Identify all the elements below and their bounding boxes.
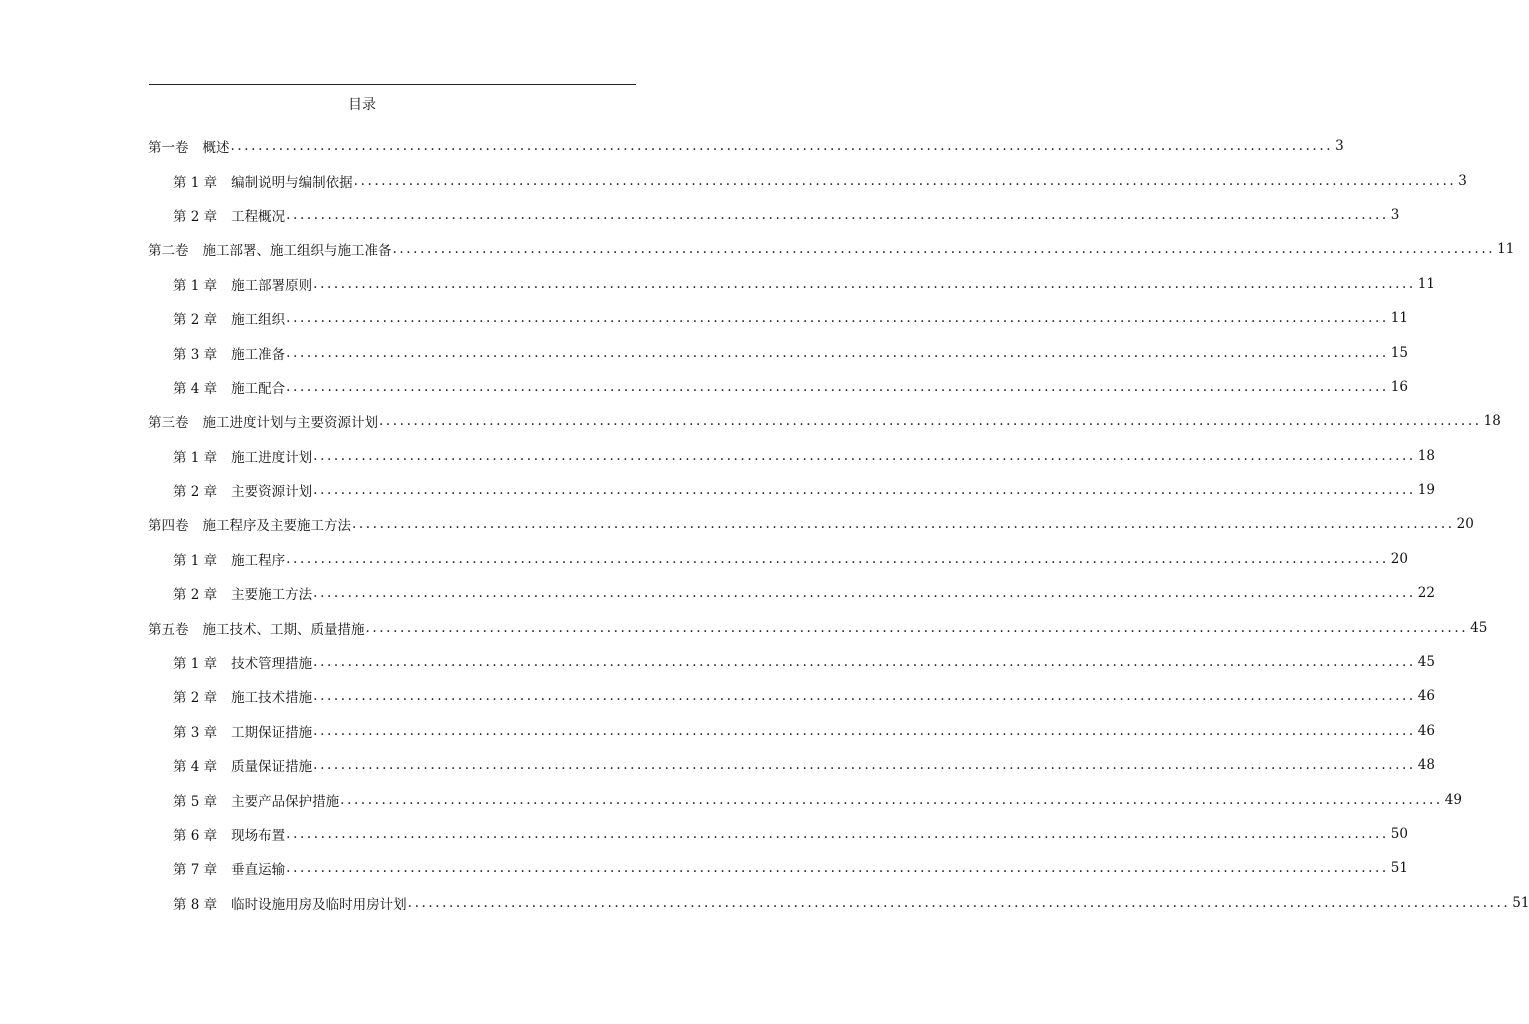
entry-number: 第 4 章 bbox=[173, 380, 218, 397]
entry-page-number: 3 bbox=[1458, 172, 1467, 189]
entry-number: 第二卷 bbox=[148, 243, 189, 260]
entry-number: 第五卷 bbox=[148, 621, 189, 638]
entry-page-number: 19 bbox=[1417, 482, 1435, 499]
entry-title: 概述 bbox=[202, 140, 230, 157]
toc-volume-entry[interactable] bbox=[148, 232, 1515, 266]
entry-title: 施工进度计划 bbox=[231, 449, 313, 466]
entry-number: 第 7 章 bbox=[173, 862, 218, 879]
entry-page-number: 45 bbox=[1417, 654, 1435, 671]
header-rule bbox=[149, 84, 636, 85]
entry-page-number: 48 bbox=[1417, 757, 1435, 774]
entry-title: 编制说明与编制依据 bbox=[231, 174, 353, 191]
dot-leader: ................................................................................................................................................................ bbox=[313, 585, 1416, 602]
entry-page-number: 15 bbox=[1390, 344, 1408, 361]
entry-title: 现场布置 bbox=[231, 828, 286, 844]
dot-leader: ................................................................................................................................................................ bbox=[230, 138, 1334, 155]
entry-page-number: 3 bbox=[1335, 138, 1344, 155]
toc-volume-entry[interactable] bbox=[148, 404, 1501, 438]
entry-number: 第三卷 bbox=[148, 415, 189, 432]
entry-page-number: 3 bbox=[1390, 206, 1400, 223]
entry-number: 第 1 章 bbox=[173, 449, 218, 466]
entry-number: 第 8 章 bbox=[173, 896, 218, 913]
dot-leader: ................................................................................................................................................................ bbox=[353, 172, 1457, 189]
dot-leader: ................................................................................................................................................................ bbox=[379, 413, 1482, 430]
dot-leader: ................................................................................................................................................................ bbox=[286, 860, 1389, 877]
entry-page-number: 51 bbox=[1390, 860, 1408, 877]
dot-leader: ................................................................................................................................................................ bbox=[313, 447, 1416, 464]
entry-title: 主要产品保护措施 bbox=[231, 793, 340, 810]
toc-chapter-entry[interactable] bbox=[148, 301, 1408, 335]
entry-number: 第一卷 bbox=[148, 140, 189, 157]
toc-chapter-entry[interactable] bbox=[148, 335, 1408, 369]
entry-page-number: 46 bbox=[1417, 688, 1435, 705]
dot-leader: ................................................................................................................................................................ bbox=[286, 826, 1389, 842]
toc-chapter-entry[interactable] bbox=[148, 473, 1435, 507]
toc-chapter-entry[interactable] bbox=[148, 267, 1435, 301]
entry-number: 第 5 章 bbox=[173, 793, 218, 810]
dot-leader: ................................................................................................................................................................ bbox=[313, 757, 1416, 774]
toc-chapter-entry[interactable] bbox=[148, 370, 1408, 404]
dot-leader: ................................................................................................................................................................ bbox=[407, 894, 1511, 911]
toc-volume-entry[interactable] bbox=[148, 610, 1488, 644]
entry-page-number: 50 bbox=[1390, 826, 1408, 842]
entry-number: 第 6 章 bbox=[173, 828, 218, 844]
entry-number: 第 4 章 bbox=[173, 759, 218, 776]
toc-chapter-entry[interactable] bbox=[148, 714, 1435, 748]
entry-number: 第 3 章 bbox=[173, 724, 218, 741]
dot-leader: ................................................................................................................................................................ bbox=[340, 791, 1443, 808]
entry-title: 施工部署、施工组织与施工准备 bbox=[202, 243, 392, 260]
toc-chapter-entry[interactable] bbox=[148, 163, 1467, 197]
entry-title: 施工程序 bbox=[231, 552, 286, 569]
entry-number: 第 2 章 bbox=[173, 690, 218, 707]
dot-leader: ................................................................................................................................................................ bbox=[313, 722, 1416, 739]
entry-title: 施工技术、工期、质量措施 bbox=[202, 621, 365, 638]
dot-leader: ................................................................................................................................................................ bbox=[286, 310, 1389, 327]
entry-page-number: 46 bbox=[1417, 722, 1435, 739]
toc-chapter-entry[interactable] bbox=[148, 679, 1435, 713]
entry-page-number: 22 bbox=[1417, 585, 1435, 602]
entry-number: 第 1 章 bbox=[173, 277, 218, 294]
entry-number: 第 2 章 bbox=[173, 587, 218, 604]
entry-title: 施工技术措施 bbox=[231, 690, 313, 707]
dot-leader: ................................................................................................................................................................ bbox=[352, 516, 1455, 533]
dot-leader: ................................................................................................................................................................ bbox=[286, 378, 1389, 395]
entry-title: 工期保证措施 bbox=[231, 724, 313, 741]
entry-page-number: 20 bbox=[1456, 516, 1474, 533]
entry-title: 施工程序及主要施工方法 bbox=[202, 518, 351, 535]
entry-title: 施工准备 bbox=[231, 346, 286, 363]
dot-leader: ................................................................................................................................................................ bbox=[313, 654, 1416, 671]
entry-page-number: 45 bbox=[1470, 619, 1488, 636]
toc-chapter-entry[interactable] bbox=[148, 817, 1408, 851]
entry-number: 第 2 章 bbox=[173, 208, 218, 225]
toc-volume-entry[interactable] bbox=[148, 129, 1344, 163]
toc-chapter-entry[interactable] bbox=[148, 198, 1400, 232]
entry-title: 施工进度计划与主要资源计划 bbox=[202, 415, 378, 432]
toc-chapter-entry[interactable] bbox=[148, 851, 1408, 885]
entry-number: 第 1 章 bbox=[173, 552, 218, 569]
entry-number: 第 2 章 bbox=[173, 484, 218, 501]
entry-page-number: 11 bbox=[1417, 275, 1435, 292]
entry-page-number: 11 bbox=[1390, 310, 1408, 327]
dot-leader: ................................................................................................................................................................ bbox=[286, 344, 1389, 361]
entry-title: 施工组织 bbox=[231, 312, 286, 329]
toc-chapter-entry[interactable] bbox=[148, 886, 1529, 920]
entry-number: 第 1 章 bbox=[173, 174, 218, 191]
dot-leader: ................................................................................................................................................................ bbox=[313, 482, 1416, 499]
entry-title: 技术管理措施 bbox=[231, 656, 313, 673]
toc-chapter-entry[interactable] bbox=[148, 748, 1435, 782]
entry-page-number: 11 bbox=[1497, 241, 1515, 258]
toc-chapter-entry[interactable] bbox=[148, 645, 1435, 679]
toc-chapter-entry[interactable] bbox=[148, 439, 1435, 473]
entry-page-number: 16 bbox=[1390, 378, 1408, 395]
entry-title: 施工部署原则 bbox=[231, 277, 313, 294]
entry-number: 第 1 章 bbox=[173, 656, 218, 673]
dot-leader: ................................................................................................................................................................ bbox=[313, 275, 1416, 292]
entry-page-number: 18 bbox=[1417, 447, 1435, 464]
dot-leader: ................................................................................................................................................................ bbox=[392, 241, 1496, 258]
entry-number: 第 2 章 bbox=[173, 312, 218, 329]
table-of-contents bbox=[148, 129, 1529, 920]
entry-number: 第四卷 bbox=[148, 518, 189, 535]
entry-title: 工程概况 bbox=[231, 208, 286, 225]
toc-chapter-entry[interactable] bbox=[148, 782, 1462, 816]
entry-page-number: 20 bbox=[1390, 550, 1408, 567]
entry-page-number: 49 bbox=[1444, 791, 1462, 808]
dot-leader: ................................................................................................................................................................ bbox=[286, 206, 1389, 223]
entry-number: 第 3 章 bbox=[173, 346, 218, 363]
entry-page-number: 51 bbox=[1512, 894, 1529, 911]
dot-leader: ................................................................................................................................................................ bbox=[286, 550, 1389, 567]
entry-title: 施工配合 bbox=[231, 380, 286, 397]
entry-title: 主要施工方法 bbox=[231, 587, 313, 604]
entry-page-number: 18 bbox=[1483, 413, 1501, 430]
toc-chapter-entry[interactable] bbox=[148, 542, 1408, 576]
entry-title: 质量保证措施 bbox=[231, 759, 313, 776]
dot-leader: ................................................................................................................................................................ bbox=[365, 619, 1469, 636]
entry-title: 垂直运输 bbox=[231, 862, 286, 879]
toc-chapter-entry[interactable] bbox=[148, 576, 1435, 610]
dot-leader: ................................................................................................................................................................ bbox=[313, 688, 1416, 705]
toc-volume-entry[interactable] bbox=[148, 507, 1474, 541]
entry-title: 主要资源计划 bbox=[231, 484, 313, 501]
toc-title: 目录 bbox=[348, 97, 376, 113]
entry-title: 临时设施用房及临时用房计划 bbox=[231, 896, 407, 913]
